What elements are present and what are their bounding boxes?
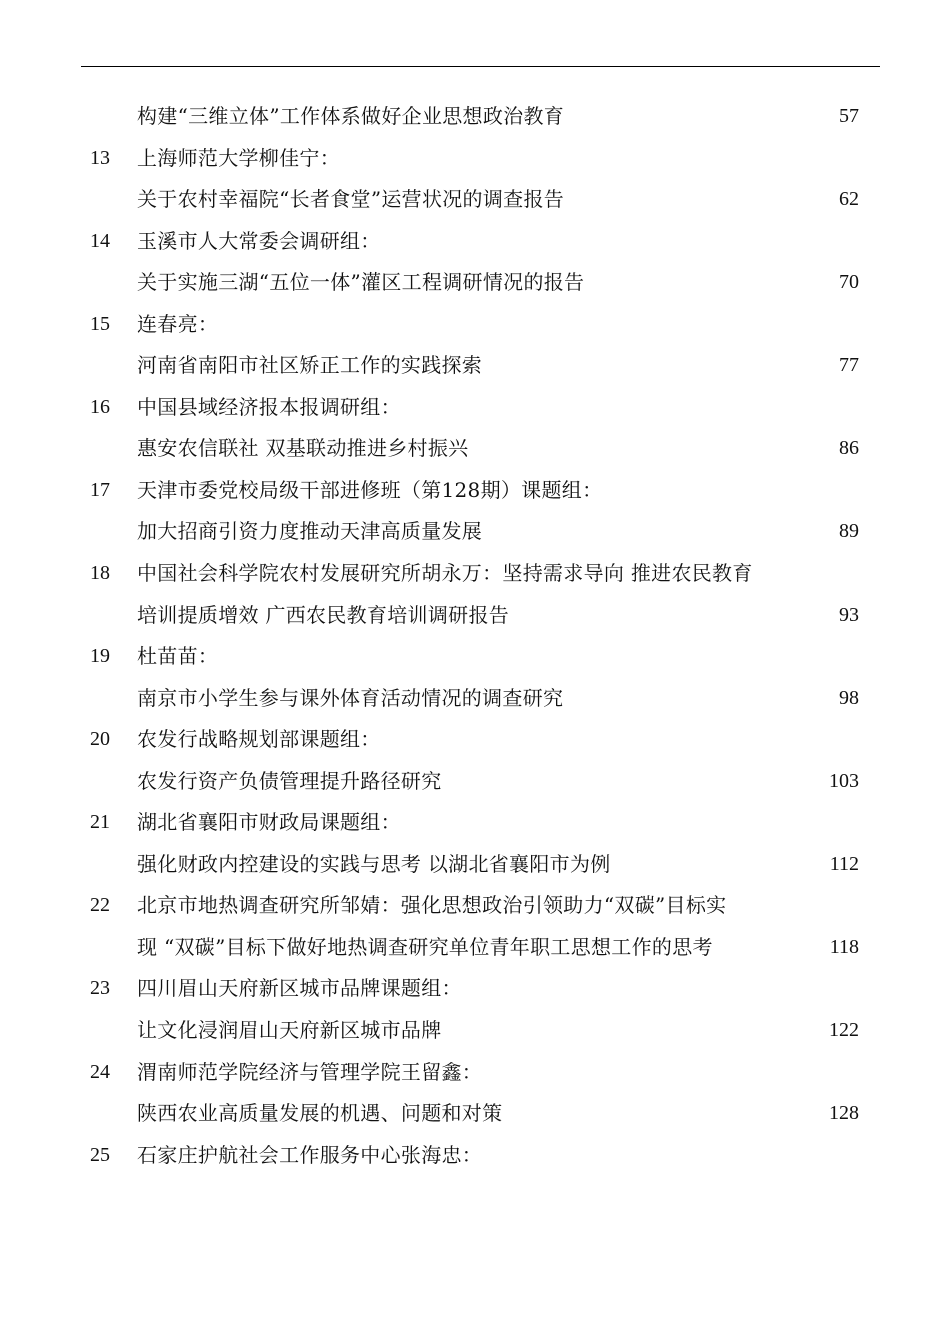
entry-number: 25: [90, 1143, 110, 1166]
entry-text: 北京市地热调查研究所邹婧：强化思想政治引领助力“双碳”目标实: [137, 893, 727, 918]
page-number: 70: [839, 271, 859, 294]
toc-line: [0, 719, 950, 761]
entry-text: 关于农村幸福院“长者食堂”运营状况的调查报告: [137, 187, 565, 212]
page-number: 86: [839, 437, 859, 460]
toc-line: [0, 885, 950, 927]
toc-line: [0, 511, 950, 553]
entry-text: 玉溪市人大常委会调研组：: [137, 228, 381, 253]
entry-number: 23: [90, 977, 110, 1000]
entry-text: 连春亮：: [137, 311, 219, 336]
toc-line: [0, 304, 950, 346]
toc-line: [0, 221, 950, 263]
page-number: 112: [829, 852, 859, 875]
entry-number: 14: [90, 229, 110, 252]
toc-line: [0, 553, 950, 595]
entry-number: 21: [90, 811, 110, 834]
entry-text: 四川眉山天府新区城市品牌课题组：: [137, 976, 462, 1001]
entry-text: 石家庄护航社会工作服务中心张海忠：: [137, 1142, 483, 1167]
entry-text: 河南省南阳市社区矫正工作的实践探索: [137, 353, 483, 378]
page-number: 98: [839, 686, 859, 709]
entry-text: 渭南师范学院经济与管理学院王留鑫：: [137, 1059, 483, 1084]
entry-text: 惠安农信联社 双基联动推进乡村振兴: [137, 436, 469, 461]
entry-text: 让文化浸润眉山天府新区城市品牌: [137, 1018, 442, 1043]
entry-text: 中国社会科学院农村发展研究所胡永万：坚持需求导向 推进农民教育: [137, 561, 753, 586]
entry-number: 18: [90, 562, 110, 585]
entry-text: 现 “双碳”目标下做好地热调查研究单位青年职工思想工作的思考: [137, 934, 713, 959]
toc-line: [0, 96, 950, 138]
entry-text: 中国县域经济报本报调研组：: [137, 394, 401, 419]
entry-text: 构建“三维立体”工作体系做好企业思想政治教育: [137, 104, 565, 128]
toc-line: [0, 1052, 950, 1094]
toc-line: [0, 387, 950, 429]
table-of-contents: [0, 96, 950, 1176]
entry-text: 杜苗苗：: [137, 644, 219, 669]
entry-text: 培训提质增效 广西农民教育培训调研报告: [137, 602, 510, 627]
toc-line: [0, 678, 950, 720]
entry-number: 24: [90, 1060, 110, 1083]
toc-line: [0, 262, 950, 304]
toc-line: [0, 345, 950, 387]
entry-text: 天津市委党校局级干部进修班（第128期）课题组：: [137, 477, 603, 502]
entry-number: 16: [90, 395, 110, 418]
toc-line: [0, 968, 950, 1010]
toc-line: [0, 1135, 950, 1177]
entry-number: 22: [90, 894, 110, 917]
toc-line: [0, 844, 950, 886]
toc-line: [0, 1010, 950, 1052]
toc-line: [0, 927, 950, 969]
entry-number: 19: [90, 645, 110, 668]
toc-line: [0, 761, 950, 803]
page-number: 77: [839, 354, 859, 377]
entry-number: 17: [90, 478, 110, 501]
entry-text: 农发行资产负债管理提升路径研究: [137, 768, 442, 793]
page-number: 122: [829, 1019, 859, 1042]
toc-line: [0, 636, 950, 678]
page-number: 128: [829, 1102, 859, 1125]
entry-number: 20: [90, 728, 110, 751]
entry-number: 15: [90, 312, 110, 335]
entry-text: 强化财政内控建设的实践与思考 以湖北省襄阳市为例: [137, 851, 611, 876]
page-number: 57: [839, 105, 859, 127]
page-number: 93: [839, 603, 859, 626]
toc-line: [0, 428, 950, 470]
toc-line: [0, 179, 950, 221]
page-number: 103: [829, 769, 859, 792]
entry-text: 加大招商引资力度推动天津高质量发展: [137, 519, 483, 544]
entry-text: 南京市小学生参与课外体育活动情况的调查研究: [137, 685, 564, 710]
header-rule: [81, 66, 880, 67]
page-number: 89: [839, 520, 859, 543]
toc-line: [0, 1093, 950, 1135]
entry-text: 湖北省襄阳市财政局课题组：: [137, 810, 401, 835]
toc-line: [0, 470, 950, 512]
entry-number: 13: [90, 146, 110, 169]
toc-line: [0, 595, 950, 637]
entry-text: 农发行战略规划部课题组：: [137, 727, 381, 752]
page-number: 62: [839, 188, 859, 211]
page-number: 118: [829, 935, 859, 958]
entry-text: 上海师范大学柳佳宁：: [137, 145, 340, 170]
toc-line: [0, 802, 950, 844]
entry-text: 陕西农业高质量发展的机遇、问题和对策: [137, 1101, 503, 1126]
entry-text: 关于实施三湖“五位一体”灌区工程调研情况的报告: [137, 270, 585, 295]
toc-line: [0, 138, 950, 180]
